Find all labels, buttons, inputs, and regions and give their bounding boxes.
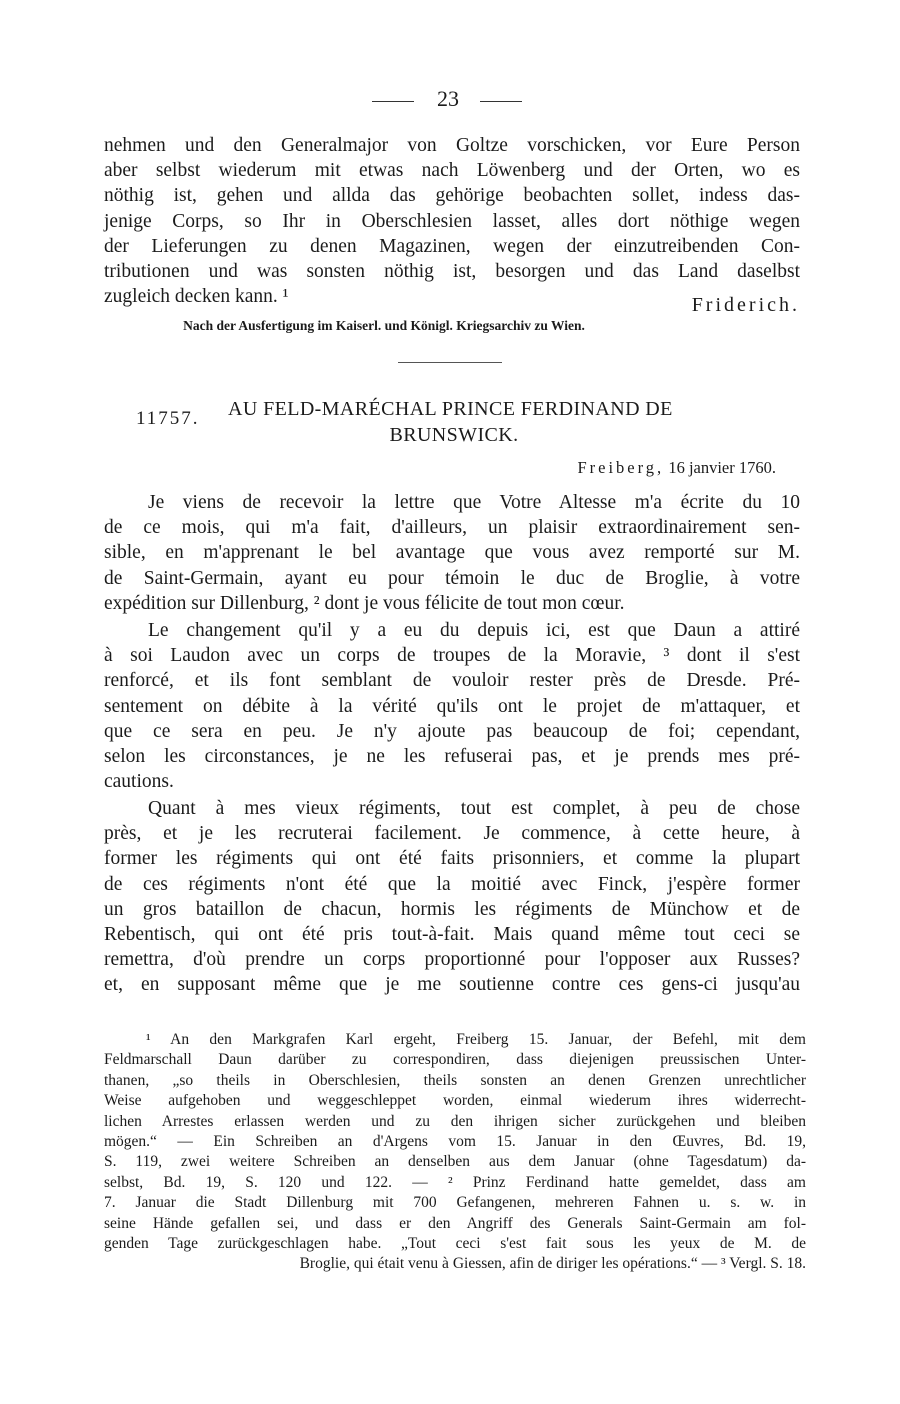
footnote-line: thanen, „so theils in Oberschlesien, theils sonsten an denen Grenzen unrechtlicher xyxy=(104,1071,806,1089)
text-line: Quant à mes vieux régiments, tout est complet, à peu de chose xyxy=(148,798,800,819)
text-line: Le changement qu'il y a eu du depuis ici, est que Daun a attiré xyxy=(148,620,800,641)
footnote-line: 7. Januar die Stadt Dillenburg mit 700 Gefangenen, mehreren Fahnen u. s. w. in xyxy=(104,1194,806,1212)
text-line: Rebentisch, qui ont été pris tout-à-fait. Mais quand même tout ceci se xyxy=(104,924,800,945)
text-line: de ce mois, qui m'a fait, d'ailleurs, un plaisir extraordinairement sen- xyxy=(104,517,800,539)
footnote-line: S. 119, zwei weitere Schreiben an denselben aus dem Januar (ohne Tagesdatum) da- xyxy=(104,1153,806,1171)
footnote-line: lichen Arrestes erlassen werden und zu den ihrigen sicher zurückgehen und bleiben xyxy=(104,1112,806,1130)
place-date-line xyxy=(450,458,776,478)
text-line: nöthig ist, gehen und allda das gehörige beobachten sollet, indess das- xyxy=(104,185,800,207)
text-line: près, et je les recruterai facilement. Je commence, à cette heure, à xyxy=(104,823,800,845)
header-dash-right xyxy=(480,101,522,102)
text-line: der Lieferungen zu denen Magazinen, wegen der einzutreibenden Con- xyxy=(104,235,800,257)
text-line: nehmen und den Generalmajor von Goltze vorschicken, vor Eure Person xyxy=(104,135,800,156)
letter-title-line-2-row xyxy=(0,424,900,447)
footnote-line: seine Hände gefallen sei, und dass er den Angriff des Generals Saint-Germain am fol- xyxy=(104,1214,806,1232)
text-line: que ce sera en peu. Je n'y ajoute pas beaucoup de foi; cependant, xyxy=(104,720,800,742)
signature: Friderich. xyxy=(691,294,800,316)
section-rule xyxy=(398,362,502,363)
letter-title-line-2: BRUNSWICK. xyxy=(389,424,519,446)
letter-title-line-1: AU FELD-MARÉCHAL PRINCE FERDINAND DE xyxy=(228,398,673,420)
footnote-line: Broglie, qui était venu à Giessen, afin de diriger les opérations.“ — ³ Vergl. S. 18. xyxy=(299,1255,806,1273)
text-line: cautions. xyxy=(104,771,174,793)
text-line: jenige Corps, so Ihr in Oberschlesien lasset, alles dort nöthige wegen xyxy=(104,210,800,232)
text-line: un gros bataillon de chacun, hormis les régiments de Münchow et de xyxy=(104,898,800,920)
letter-heading xyxy=(0,398,900,458)
text-line: renforcé, et ils font semblant de vouloir rester près de Dresde. Pré- xyxy=(104,670,800,692)
letter-place: Freiberg, xyxy=(577,458,665,477)
source-note xyxy=(0,318,900,334)
text-line: selon les circonstances, je ne les refuserai pas, et je prends mes pré- xyxy=(104,746,800,767)
text-line: former les régiments qui ont été faits prisonniers, et comme la plupart xyxy=(104,848,800,870)
text-line: sible, en m'apprenant le bel avantage que vous avez remporté sur M. xyxy=(104,542,800,564)
text-line: et, en supposant même que je me soutienne contre ces gens-ci jusqu'au xyxy=(104,974,800,996)
letter-number: 11757. xyxy=(136,408,200,429)
text-line: Je viens de recevoir la lettre que Votre Altesse m'a écrite du 10 xyxy=(148,492,800,513)
text-line: de ces régiments n'ont été que la moitié avec Finck, j'espère former xyxy=(104,873,800,895)
footnote-line: Feldmarschall Daun darüber zu correspondiren, dass diejenigen preussischen Unter- xyxy=(104,1051,806,1069)
text-line: aber selbst wiederum mit etwas nach Löwenberg und der Orten, wo es xyxy=(104,160,800,182)
text-line: expédition sur Dillenburg, ² dont je vous félicite de tout mon cœur. xyxy=(104,592,625,614)
text-line: tributionen und was sonsten nöthig ist, besorgen und das Land daselbst xyxy=(104,261,800,282)
footnote-line: Weise aufgehoben und weggeschleppet worden, einmal wiederum ihres widerrecht- xyxy=(104,1092,806,1110)
header-dash-left xyxy=(372,101,414,102)
text-line: de Saint-Germain, ayant eu pour témoin le duc de Broglie, à votre xyxy=(104,567,800,589)
text-line: zugleich decken kann. ¹ xyxy=(104,286,289,308)
page-number: 23 xyxy=(437,86,459,111)
letter-date: 16 janvier 1760. xyxy=(668,458,776,477)
text-line: à soi Laudon avec un corps de troupes de la Moravie, ³ dont il s'est xyxy=(104,645,800,667)
footnote-line: selbst, Bd. 19, S. 120 und 122. — ² Prinz Ferdinand hatte gemeldet, dass am xyxy=(104,1173,806,1191)
footnote-line: mögen.“ — Ein Schreiben an d'Argens vom 15. Januar in den Œuvres, Bd. 19, xyxy=(104,1133,806,1150)
text-line: sentement on débite à la vérité qu'ils ont le projet de m'attaquer, et xyxy=(104,695,800,717)
footnote-line: genden Tage zurückgeschlagen habe. „Tout ceci s'est fait sous les yeux de M. de xyxy=(104,1235,806,1252)
source-note-text: Nach der Ausfertigung im Kaiserl. und Königl. Kriegsarchiv zu Wien. xyxy=(183,318,585,333)
page-header xyxy=(0,86,900,116)
text-line: remettra, d'où prendre un corps proportionné pour l'opposer aux Russes? xyxy=(104,949,800,971)
footnote-line: ¹ An den Markgrafen Karl ergeht, Freiberg 15. Januar, der Befehl, mit dem xyxy=(146,1031,806,1048)
